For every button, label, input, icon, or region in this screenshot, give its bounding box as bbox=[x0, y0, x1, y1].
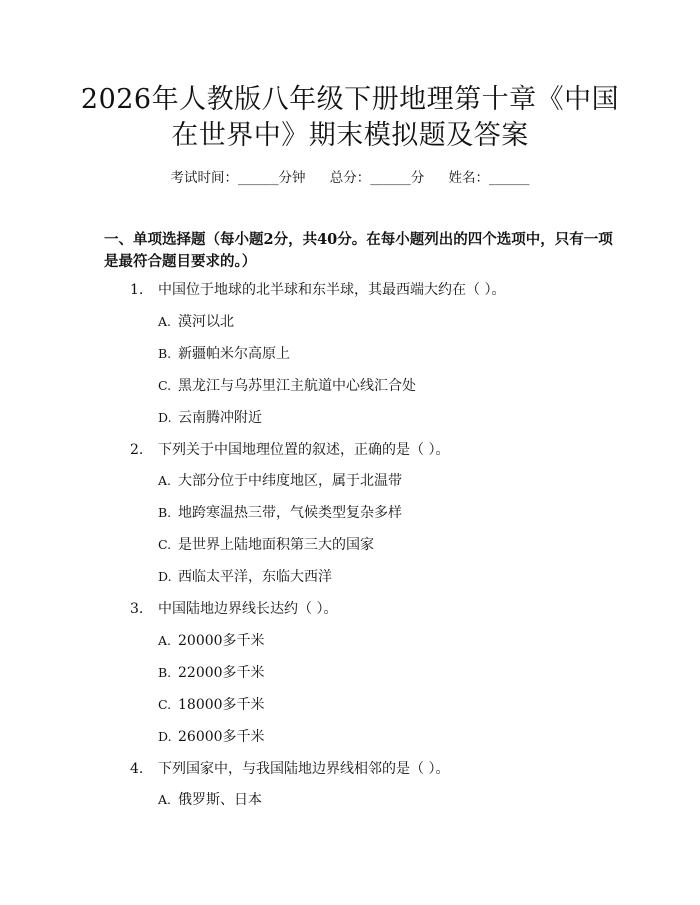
option-letter: D. bbox=[158, 569, 172, 584]
option-text: 20000多千米 bbox=[178, 633, 265, 649]
question-text: 下列国家中，与我国陆地边界线相邻的是（ ）。 bbox=[158, 761, 450, 777]
option-2d bbox=[158, 567, 332, 587]
question-text: 中国陆地边界线长达约（ ）。 bbox=[158, 601, 338, 617]
option-text: 黑龙江与乌苏里江主航道中心线汇合处 bbox=[178, 378, 416, 394]
question-1 bbox=[130, 280, 505, 300]
option-text: 新疆帕米尔高原上 bbox=[178, 346, 290, 362]
question-number: 3. bbox=[130, 601, 144, 617]
option-3b bbox=[158, 663, 265, 683]
option-text: 22000多千米 bbox=[178, 665, 265, 681]
option-text: 漠河以北 bbox=[178, 314, 234, 330]
option-text: 俄罗斯、日本 bbox=[178, 792, 262, 808]
exam-time-field: 考试时间：______分钟 bbox=[170, 170, 306, 186]
option-letter: C. bbox=[158, 537, 172, 552]
option-letter: A. bbox=[158, 792, 172, 807]
option-text: 云南腾冲附近 bbox=[178, 410, 262, 426]
option-letter: A. bbox=[158, 473, 172, 488]
option-text: 18000多千米 bbox=[178, 697, 265, 713]
page-title-line1: 2026年人教版八年级下册地理第十章《中国 bbox=[80, 84, 620, 115]
option-2c bbox=[158, 535, 374, 555]
option-3c bbox=[158, 695, 265, 715]
question-2 bbox=[130, 440, 449, 460]
option-text: 是世界上陆地面积第三大的国家 bbox=[178, 537, 374, 553]
option-1a bbox=[158, 312, 234, 332]
option-3d bbox=[158, 727, 265, 747]
option-letter: B. bbox=[158, 346, 172, 361]
question-4 bbox=[130, 759, 449, 779]
option-1d bbox=[158, 408, 262, 428]
option-letter: B. bbox=[158, 505, 172, 520]
page-title-line2: 在世界中》期末模拟题及答案 bbox=[171, 120, 529, 151]
option-1b bbox=[158, 344, 290, 364]
option-letter: C. bbox=[158, 697, 172, 712]
option-2b bbox=[158, 503, 402, 523]
option-letter: A. bbox=[158, 314, 172, 329]
section-heading-line2: 是最符合题目要求的。） bbox=[104, 253, 257, 270]
option-1c bbox=[158, 376, 416, 396]
exam-score-field: 总分：______分 bbox=[329, 170, 425, 186]
option-4a bbox=[158, 790, 262, 810]
question-3 bbox=[130, 599, 337, 619]
exam-meta bbox=[0, 168, 700, 188]
question-number: 1. bbox=[130, 282, 144, 298]
question-number: 4. bbox=[130, 761, 144, 777]
option-letter: C. bbox=[158, 378, 172, 393]
option-text: 地跨寒温热三带，气候类型复杂多样 bbox=[178, 505, 402, 521]
option-text: 西临太平洋，东临大西洋 bbox=[178, 569, 332, 585]
section-heading-line1: 一、单项选择题（每小题2分，共40分。在每小题列出的四个选项中，只有一项 bbox=[104, 231, 613, 248]
option-letter: D. bbox=[158, 410, 172, 425]
option-letter: A. bbox=[158, 633, 172, 648]
option-letter: B. bbox=[158, 665, 172, 680]
option-3a bbox=[158, 631, 265, 651]
option-text: 26000多千米 bbox=[178, 729, 265, 745]
question-number: 2. bbox=[130, 442, 144, 458]
student-name-field: 姓名：______ bbox=[448, 170, 530, 186]
option-text: 大部分位于中纬度地区，属于北温带 bbox=[178, 473, 402, 489]
question-text: 中国位于地球的北半球和东半球，其最西端大约在（ ）。 bbox=[158, 282, 506, 298]
option-2a bbox=[158, 471, 402, 491]
option-letter: D. bbox=[158, 729, 172, 744]
question-text: 下列关于中国地理位置的叙述，正确的是（ ）。 bbox=[158, 442, 450, 458]
